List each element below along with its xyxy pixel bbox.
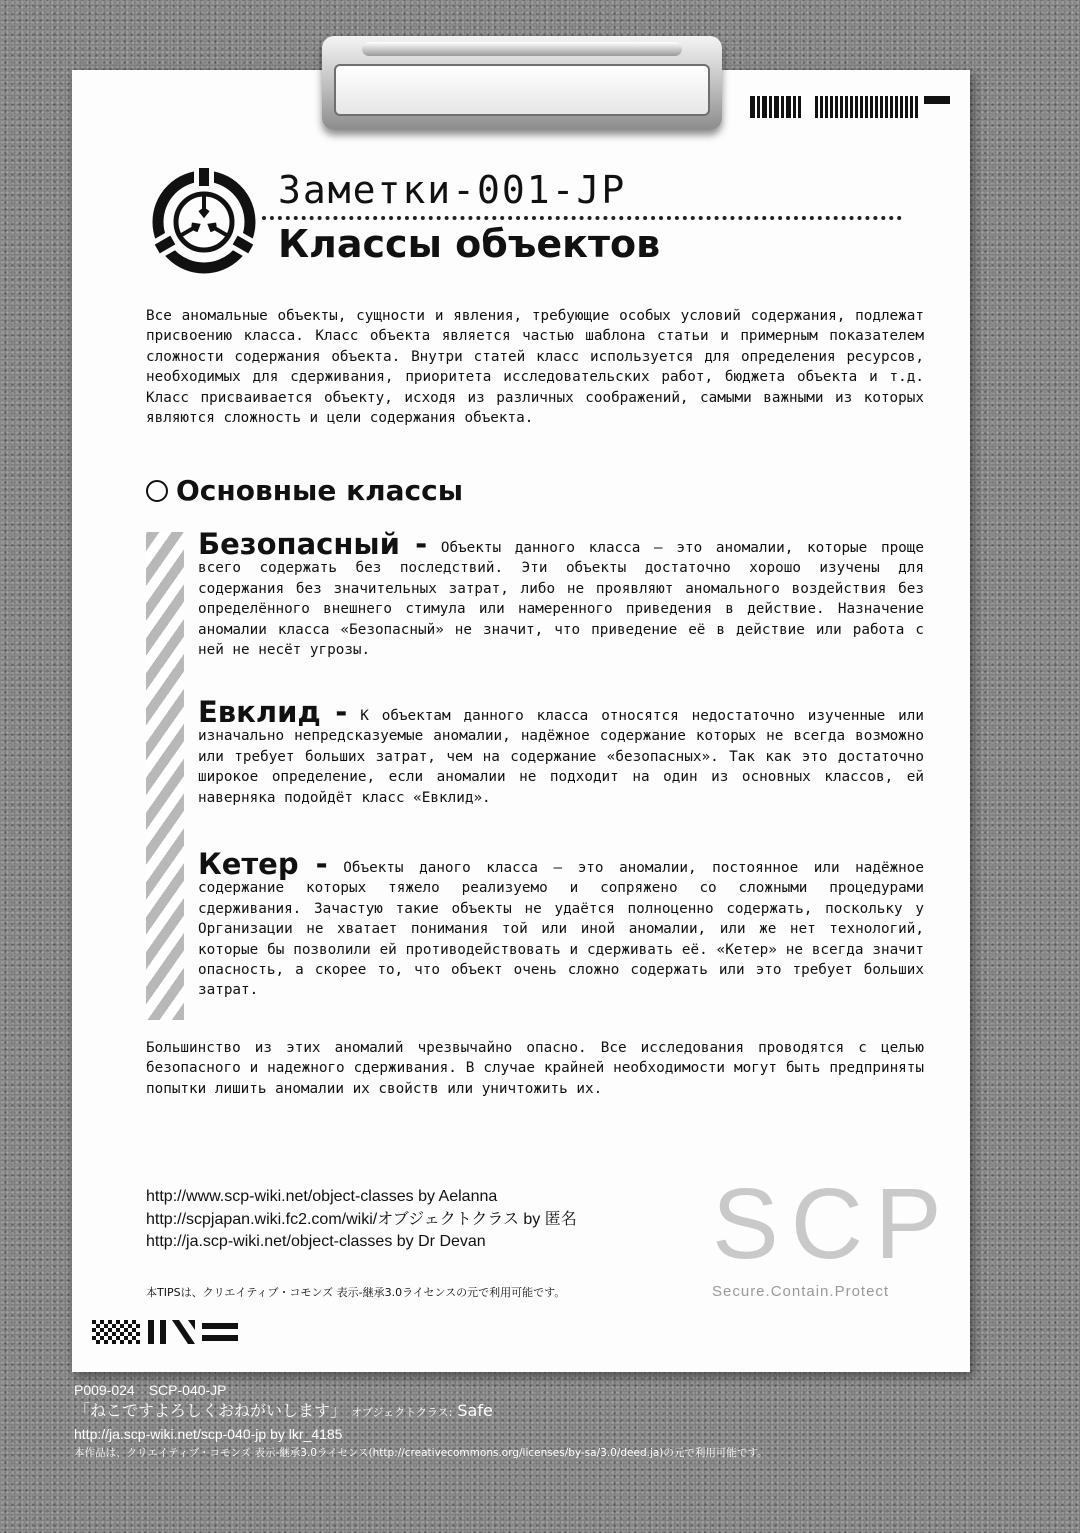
checker-mark-icon — [92, 1320, 242, 1348]
section-title: Основные классы — [176, 474, 464, 507]
page-footer — [74, 1380, 768, 1462]
class-name: Кетер - — [198, 847, 328, 881]
scp-logo-icon — [148, 166, 260, 282]
scp-tagline: Secure.Contain.Protect — [712, 1283, 890, 1300]
clipboard-paper — [72, 70, 970, 1372]
outro-paragraph: Большинство из этих аномалий чрезвычайно опасно. Все исследования проводятся с целью безопасного и надежного сдерживания. В случае крайней необходимости могут быть предприняты попытки лишить аномалии их свойств или уничтожить их. — [146, 1040, 924, 1097]
section-circle-icon — [146, 480, 168, 502]
source-link[interactable]: http://ja.scp-wiki.net/scp-040-jp by lkr_4185 — [74, 1426, 343, 1442]
note-subtitle: Заметки-001-JP — [278, 168, 627, 212]
object-class-label: オブジェクトクラス: — [351, 1406, 453, 1419]
barcode-icon — [750, 96, 950, 118]
page-info: P009-024 SCP-040-JP — [74, 1382, 227, 1398]
story-line — [74, 1400, 768, 1424]
title-divider — [262, 216, 902, 220]
reference-link[interactable]: http://ja.scp-wiki.net/object-classes by Dr Devan — [146, 1233, 486, 1250]
hazard-stripe — [146, 532, 184, 1020]
section-heading — [146, 474, 463, 507]
reference-link[interactable]: http://scpjapan.wiki.fc2.com/wiki/オブジェクトクラス by 匿名 — [146, 1210, 577, 1228]
class-name: Евклид - — [198, 695, 348, 729]
class-description: Объекты даного класса — это аномалии, постоянное или надёжное содержание которых тяжело реализуемо и сопряжено со сложными процедурами сдерживания. Зачастую такие объекты не удаётся полноценно содержать, поскольку у Организации не хватает понимания той или иной аномалии, или же нет технологий, которые бы позволили ей противодействовать и сдерживать её. «Кетер» не всегда значит опасность, а скорее то, что объект очень сложно содержать или это требует больших затрат. — [198, 860, 924, 999]
clipboard-clip-icon — [322, 36, 722, 130]
class-name: Безопасный - — [198, 527, 428, 561]
intro-paragraph: Все аномальные объекты, сущности и явления, требующие особых условий содержания, подлежат присвоению класса. Класс объекта является частью шаблона статьи и примерным показателем сложности содержания объекта. Внутри статей класс используется для определения ресурсов, необходимых для сдерживания, приоритета исследовательских работ, бюджета объекта и т.д. Класс присваивается объекту, исходя из различных соображений, самыми важными из которых являются сложность и цели содержания объекта. — [146, 308, 924, 427]
class-entry-safe — [198, 527, 925, 660]
class-entry-euclid — [198, 695, 924, 808]
class-description: К объектам данного класса относятся недостаточно изученные или изначально непредсказуемые аномалии, надёжное содержание которых не всегда возможно или требует больших затрат, чем на содержание «безопасных». Так как это достаточно широкое определение, если аномалии не подходит на один из основных классов, ей наверняка подойдёт класс «Евклид». — [198, 708, 924, 806]
class-description: Объекты данного класса — это аномалии, которые проще всего содержать без последствий. Эти объекты достаточно хорошо изучены для содержания без значительных затрат, либо не проявляют аномального воздействия без определённого внешнего стимула или намеренного приведения в действие. Назначение аномалии класса «Безопасный» не значит, что приведение её в действие или работа с ней не несёт угрозы. — [198, 540, 925, 659]
reference-list — [146, 1186, 577, 1254]
tips-license: 本TIPSは、クリエイティブ・コモンズ 表示-継承3.0ライセンスの元で利用可能です。 — [146, 1286, 566, 1299]
scp-wordmark: SCP — [712, 1168, 954, 1280]
page-title: Классы объектов — [278, 222, 661, 266]
class-entry-keter — [198, 847, 924, 1001]
story-title: 「ねこですよろしくおねがいします」 — [74, 1401, 347, 1420]
object-class-value: Safe — [457, 1401, 493, 1420]
reference-link[interactable]: http://www.scp-wiki.net/object-classes by Aelanna — [146, 1188, 498, 1205]
footer-license: 本作品は、クリエイティブ・コモンズ 表示-継承3.0ライセンス(http://creativecommons.org/licenses/by-sa/3.0/deed.ja)の元で利用可能です。 — [74, 1447, 768, 1459]
